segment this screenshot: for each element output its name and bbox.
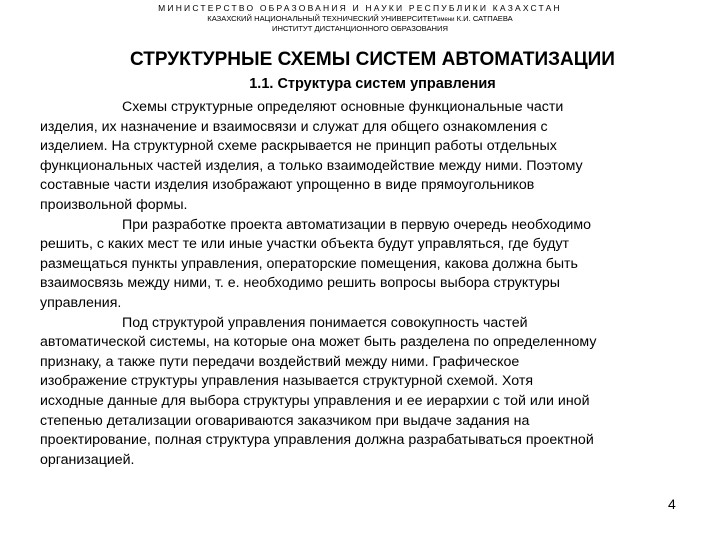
text-line: произвольной формы. xyxy=(40,196,188,213)
university-namesake: К.И. САТПАЕВА xyxy=(456,14,513,23)
page-title: СТРУКТУРНЫЕ СХЕМЫ СИСТЕМ АВТОМАТИЗАЦИИ xyxy=(130,49,615,70)
university-header xyxy=(0,14,720,23)
text-line: изделием. На структурной схеме раскрывается не принцип работы отдельных xyxy=(40,138,557,155)
text-line: степенью детализации оговариваются заказчиком при выдаче задания на xyxy=(40,412,530,429)
text-line: автоматической системы, на которые она может быть разделена по определенному xyxy=(40,334,597,351)
text-line: организацией. xyxy=(40,451,135,468)
text-line: изделия, их назначение и взаимосвязи и служат для общего ознакомления с xyxy=(40,118,548,135)
text-line: исходные данные для выбора структуры управления и ее иерархии с той или иной xyxy=(40,392,590,409)
text-line: признаку, а также пути передачи воздействий между ними. Графическое xyxy=(40,353,520,370)
text-line: составные части изделия изображают упрощенно в виде прямоугольников xyxy=(40,177,535,194)
university-name: КАЗАХСКИЙ НАЦИОНАЛЬНЫЙ ТЕХНИЧЕСКИЙ УНИВЕРСИТЕТ xyxy=(207,14,437,23)
text-line: Схемы структурные определяют основные функциональные части xyxy=(122,99,564,115)
ministry-header: МИНИСТЕРСТВО ОБРАЗОВАНИЯ И НАУКИ РЕСПУБЛИКИ КАЗАХСТАН xyxy=(158,3,562,13)
body-text xyxy=(40,98,690,470)
page-number: 4 xyxy=(668,496,676,512)
institute-header: ИНСТИТУТ ДИСТАНЦИОННОГО ОБРАЗОВАНИЯ xyxy=(272,24,448,33)
text-line: Под структурой управления понимается совокупность частей xyxy=(122,314,528,331)
text-line: размещаться пункты управления, операторские помещения, какова должна быть xyxy=(40,255,578,272)
text-line: функциональных частей изделия, а только взаимодействие между ними. Поэтому xyxy=(40,157,583,174)
text-line: взаимосвязь между ними, т. е. необходимо решить вопросы выбора структуры xyxy=(40,275,560,292)
text-line: проектирование, полная структура управления должна разрабатываться проектной xyxy=(40,432,594,449)
text-line: решить, с каких мест те или иные участки объекта будут управляться, где будут xyxy=(40,236,570,253)
section-subtitle: 1.1. Структура систем управления xyxy=(249,76,496,92)
text-line: управления. xyxy=(40,294,122,311)
university-name-connector: имени xyxy=(437,17,455,23)
text-line: изображение структуры управления называется структурной схемой. Хотя xyxy=(40,373,534,390)
text-line: При разработке проекта автоматизации в первую очередь необходимо xyxy=(122,216,591,233)
